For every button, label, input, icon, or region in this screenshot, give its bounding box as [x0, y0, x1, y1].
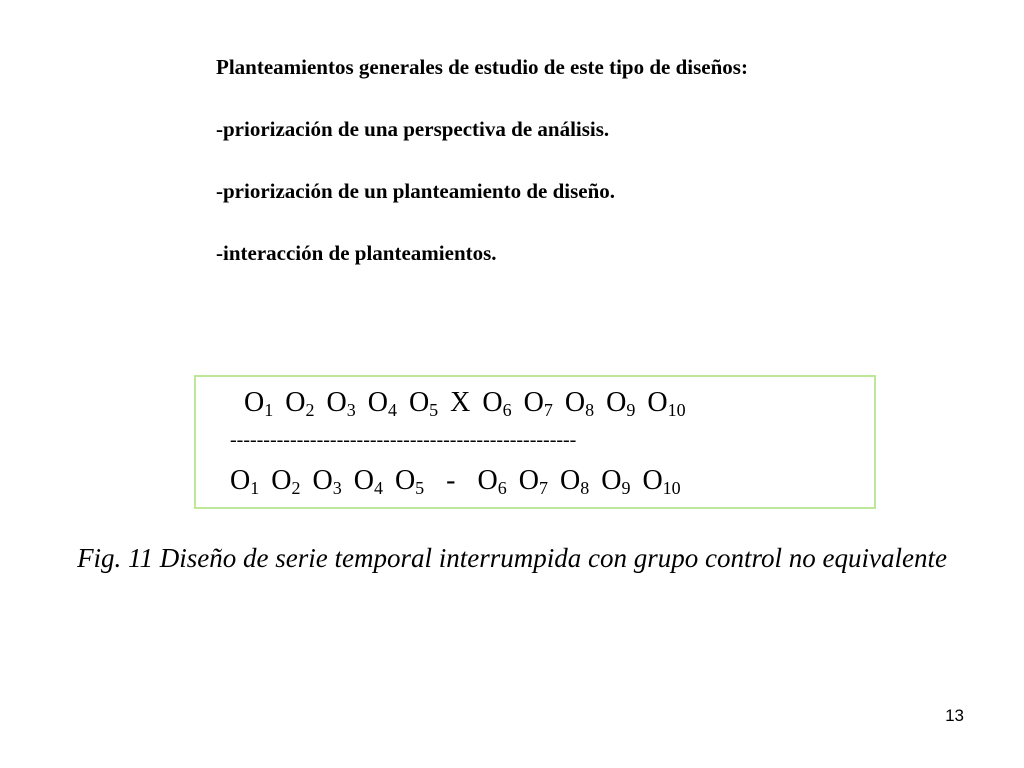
observation-subscript: 5 — [415, 478, 425, 498]
observation-symbol: $O_2$ — [285, 387, 315, 420]
observation-subscript: 5 — [429, 400, 439, 420]
observation-subscript: 3 — [332, 478, 342, 498]
bullet-list — [216, 52, 976, 300]
observation-symbol: $O_3$ — [312, 465, 342, 498]
observation-subscript: 4 — [373, 478, 383, 498]
observation-subscript: 2 — [291, 478, 301, 498]
observation-subscript: 4 — [387, 400, 397, 420]
observation-symbol: X — [450, 387, 471, 418]
observation-subscript: 9 — [626, 400, 636, 420]
group-separator: ---------------------------------------------------- — [230, 429, 577, 451]
observation-symbol: $O_6$ — [482, 387, 512, 420]
observation-symbol: - — [446, 465, 456, 496]
observation-subscript: 7 — [543, 400, 553, 420]
observation-symbol: $O_5$ — [394, 465, 425, 498]
observation-symbol: $O_2$ — [271, 465, 301, 498]
observation-symbol: $O_1$ — [230, 465, 260, 498]
observation-symbol: $O_4$ — [367, 387, 397, 420]
observation-symbol: $O_7$ — [523, 387, 553, 420]
observation-symbol: $O_9$ — [606, 387, 636, 420]
page-number: 13 — [945, 706, 964, 725]
observation-subscript: 8 — [580, 478, 590, 498]
observation-symbol: $O_4$ — [353, 465, 383, 498]
design-notation-box — [194, 375, 876, 509]
observation-subscript: 9 — [621, 478, 631, 498]
observation-subscript: 1 — [250, 478, 260, 498]
observation-symbol: $O_6$ — [477, 465, 507, 498]
observation-symbol: $O_{10}$ — [642, 465, 681, 498]
observation-subscript: 10 — [662, 478, 681, 498]
observation-symbol: $O_7$ — [518, 465, 548, 498]
observation-symbol: $O_8$ — [564, 387, 595, 420]
observation-subscript: 3 — [346, 400, 356, 420]
observation-symbol: $O_{10}$ — [647, 387, 686, 420]
treatment-group-row — [244, 387, 686, 420]
observation-symbol: $O_5$ — [408, 387, 439, 420]
observation-symbol: $O_1$ — [244, 387, 274, 420]
observation-subscript: 1 — [264, 400, 274, 420]
point-item: -interacción de planteamientos. — [216, 241, 497, 265]
observation-subscript: 6 — [502, 400, 512, 420]
observation-symbol: $O_9$ — [601, 465, 631, 498]
figure-caption: Fig. 11 Diseño de serie temporal interrumpida con grupo control no equivalente — [77, 543, 947, 573]
observation-symbol: $O_8$ — [559, 465, 590, 498]
observation-subscript: 7 — [538, 478, 548, 498]
heading-text: Planteamientos generales de estudio de este tipo de diseños: — [216, 55, 748, 79]
observation-subscript: 2 — [305, 400, 315, 420]
observation-symbol: $O_3$ — [326, 387, 356, 420]
point-item: -priorización de una perspectiva de análisis. — [216, 117, 610, 141]
observation-subscript: 8 — [585, 400, 595, 420]
control-group-row — [230, 465, 681, 498]
point-item: -priorización de un planteamiento de diseño. — [216, 179, 616, 203]
observation-subscript: 10 — [667, 400, 686, 420]
observation-subscript: 6 — [497, 478, 507, 498]
